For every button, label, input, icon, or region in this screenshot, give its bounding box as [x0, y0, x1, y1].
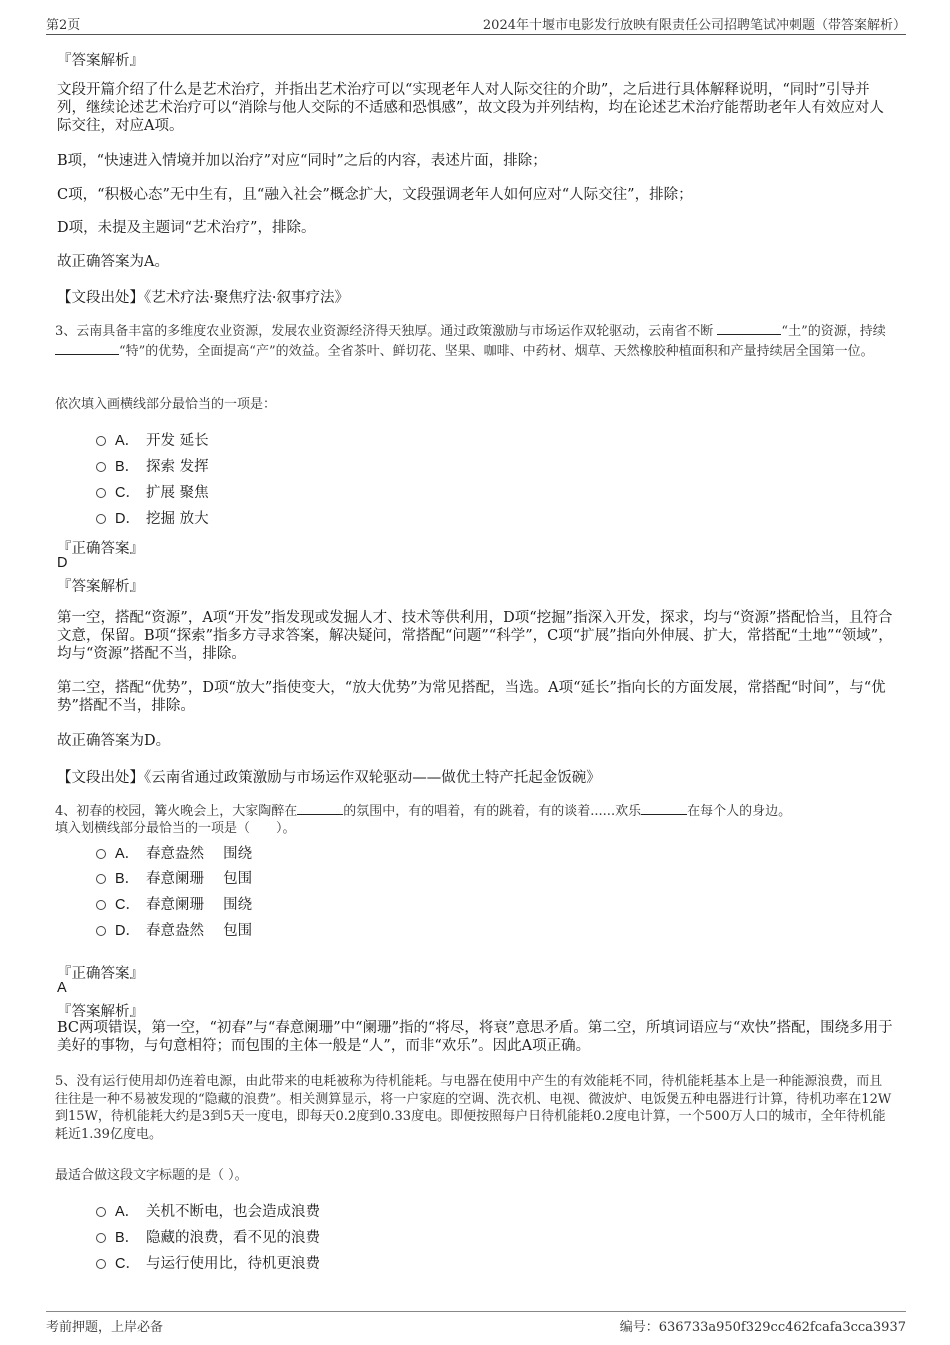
- radio-icon[interactable]: [96, 436, 106, 446]
- q2-answer-conclusion: 故正确答案为A。: [57, 254, 169, 270]
- q2-source: 【文段出处】《艺术疗法·聚焦疗法·叙事疗法》: [57, 290, 349, 306]
- q3-analysis-label: 『答案解析』: [57, 579, 144, 595]
- q3-analysis-p2: 第二空，搭配“优势”，D项“放大”指使变大，“放大优势”为常见搭配，当选。A项“延长”指向长的方面发展，常搭配“时间”，与“优势”搭配不当，排除。: [57, 680, 886, 714]
- page-header: [46, 12, 906, 35]
- q3-stem: 3、云南具备丰富的多维度农业资源，发展农业资源经济得天独厚。通过政策激励与市场运作双轮驱动，云南省不断 “土”的资源，持续 “特”的优势，全面提高“产”的效益。全省茶叶、鲜切花、坚果、咖啡、中药材、烟草、天然橡胶种植面积和产量持续居全国第一位。: [55, 321, 895, 360]
- radio-icon[interactable]: [96, 514, 106, 524]
- q3-option-c[interactable]: C． 扩展 聚焦: [96, 481, 209, 501]
- q5-option-b[interactable]: B． 隐藏的浪费，看不见的浪费: [96, 1226, 320, 1246]
- document-id: 编号：636733a950f329cc462fcafa3cca3937: [619, 1320, 906, 1335]
- blank-line: [641, 801, 687, 815]
- q3-option-d[interactable]: D． 挖掘 放大: [96, 507, 209, 527]
- q5-option-c[interactable]: C． 与运行使用比，待机更浪费: [96, 1252, 320, 1272]
- q2-analysis-label: 『答案解析』: [57, 53, 144, 69]
- radio-icon[interactable]: [96, 462, 106, 472]
- q4-option-a[interactable]: A． 春意盎然 围绕: [96, 842, 252, 862]
- blank-line: [55, 341, 119, 355]
- blank-line: [717, 321, 781, 335]
- footer-slogan: 考前押题，上岸必备: [46, 1320, 164, 1335]
- q2-analysis-p1: 文段开篇介绍了什么是艺术治疗，并指出艺术治疗可以“实现老年人对人际交往的介助”，之后进行具体解释说明，“同时”引导并列，继续论述艺术治疗可以“消除与他人交际的不适感和恐惧感”，故文段为并列结构，均在论述艺术治疗能帮助老年人有效应对人际交往，对应A项。: [57, 82, 884, 134]
- page-footer: [46, 1311, 906, 1336]
- q3-answer-conclusion: 故正确答案为D。: [57, 733, 171, 749]
- q5-option-a[interactable]: A． 关机不断电，也会造成浪费: [96, 1200, 320, 1220]
- q4-correct-label: 『正确答案』: [57, 966, 144, 982]
- q4-analysis-label: 『答案解析』: [57, 1004, 144, 1020]
- q4-correct-answer: A: [57, 980, 67, 996]
- q4-analysis-p1: BC两项错误，第一空，“初春”与“春意阑珊”中“阑珊”指的“将尽，将衰”意思矛盾。第二空，所填词语应与“欢快”搭配，围绕多用于美好的事物，与句意相符；而包围的主体一般是“人”，而非“欢乐”。因此A项正确。: [57, 1020, 893, 1054]
- radio-icon[interactable]: [96, 926, 106, 936]
- q3-prompt: 依次填入画横线部分最恰当的一项是：: [55, 397, 277, 412]
- q4-prompt: 填入划横线部分最恰当的一项是（ ）。: [55, 821, 296, 836]
- page-number: 第2页: [46, 18, 81, 33]
- q3-correct-answer: D: [57, 555, 68, 571]
- q4-option-c[interactable]: C． 春意阑珊 围绕: [96, 893, 252, 913]
- radio-icon[interactable]: [96, 900, 106, 910]
- radio-icon[interactable]: [96, 488, 106, 498]
- q4-stem: 4、初春的校园，篝火晚会上，大家陶醉在 的氛围中，有的唱着，有的跳着，有的谈着......欢乐 在每个人的身边。: [55, 801, 895, 821]
- q5-stem: 5、没有运行使用却仍连着电源，由此带来的电耗被称为待机能耗。与电器在使用中产生的有效能耗不同，待机能耗基本上是一种能源浪费，而且往往是一种不易被发现的“隐藏的浪费”。相关测算显示，将一户家庭的空调、洗衣机、电视、微波炉、电饭煲五种电器进行计算，待机功率在12W到15W，待机能耗大约是3到5天一度电，即每天0.2度到0.33度电。即便按照每户日待机能耗0.2度电计算，一个500万人口的城市，全年待机能耗近1.39亿度电。: [55, 1074, 892, 1142]
- radio-icon[interactable]: [96, 1207, 106, 1217]
- radio-icon[interactable]: [96, 1233, 106, 1243]
- q2-analysis-p3: C项，“积极心态”无中生有，且“融入社会”概念扩大，文段强调老年人如何应对“人际交往”，排除；: [57, 187, 693, 203]
- q2-analysis-p2: B项，“快速进入情境并加以治疗”对应“同时”之后的内容，表述片面，排除；: [57, 153, 547, 169]
- q3-option-a[interactable]: A． 开发 延长: [96, 429, 209, 449]
- radio-icon[interactable]: [96, 849, 106, 859]
- q4-option-b[interactable]: B． 春意阑珊 包围: [96, 867, 252, 887]
- blank-line: [297, 801, 343, 815]
- radio-icon[interactable]: [96, 874, 106, 884]
- q5-prompt: 最适合做这段文字标题的是（ ）。: [55, 1168, 248, 1183]
- q2-analysis-p4: D项，未提及主题词“艺术治疗”，排除。: [57, 220, 316, 236]
- document-title: 2024年十堰市电影发行放映有限责任公司招聘笔试冲刺题（带答案解析）: [482, 18, 906, 33]
- q4-option-d[interactable]: D． 春意盎然 包围: [96, 919, 252, 939]
- radio-icon[interactable]: [96, 1259, 106, 1269]
- q3-analysis-p1: 第一空，搭配“资源”，A项“开发”指发现或发掘人才、技术等供利用，D项“挖掘”指深入开发，探求，均与“资源”搭配恰当，且符合文意，保留。B项“探索”指多方寻求答案，解决疑问，常搭配“问题”“科学”，C项“扩展”指向外伸展、扩大，常搭配“土地”“领域”，均与“资源”搭配不当，排除。: [57, 610, 893, 662]
- q3-option-b[interactable]: B． 探索 发挥: [96, 455, 209, 475]
- q3-source: 【文段出处】《云南省通过政策激励与市场运作双轮驱动——做优土特产托起金饭碗》: [57, 770, 601, 786]
- q3-correct-label: 『正确答案』: [57, 541, 144, 557]
